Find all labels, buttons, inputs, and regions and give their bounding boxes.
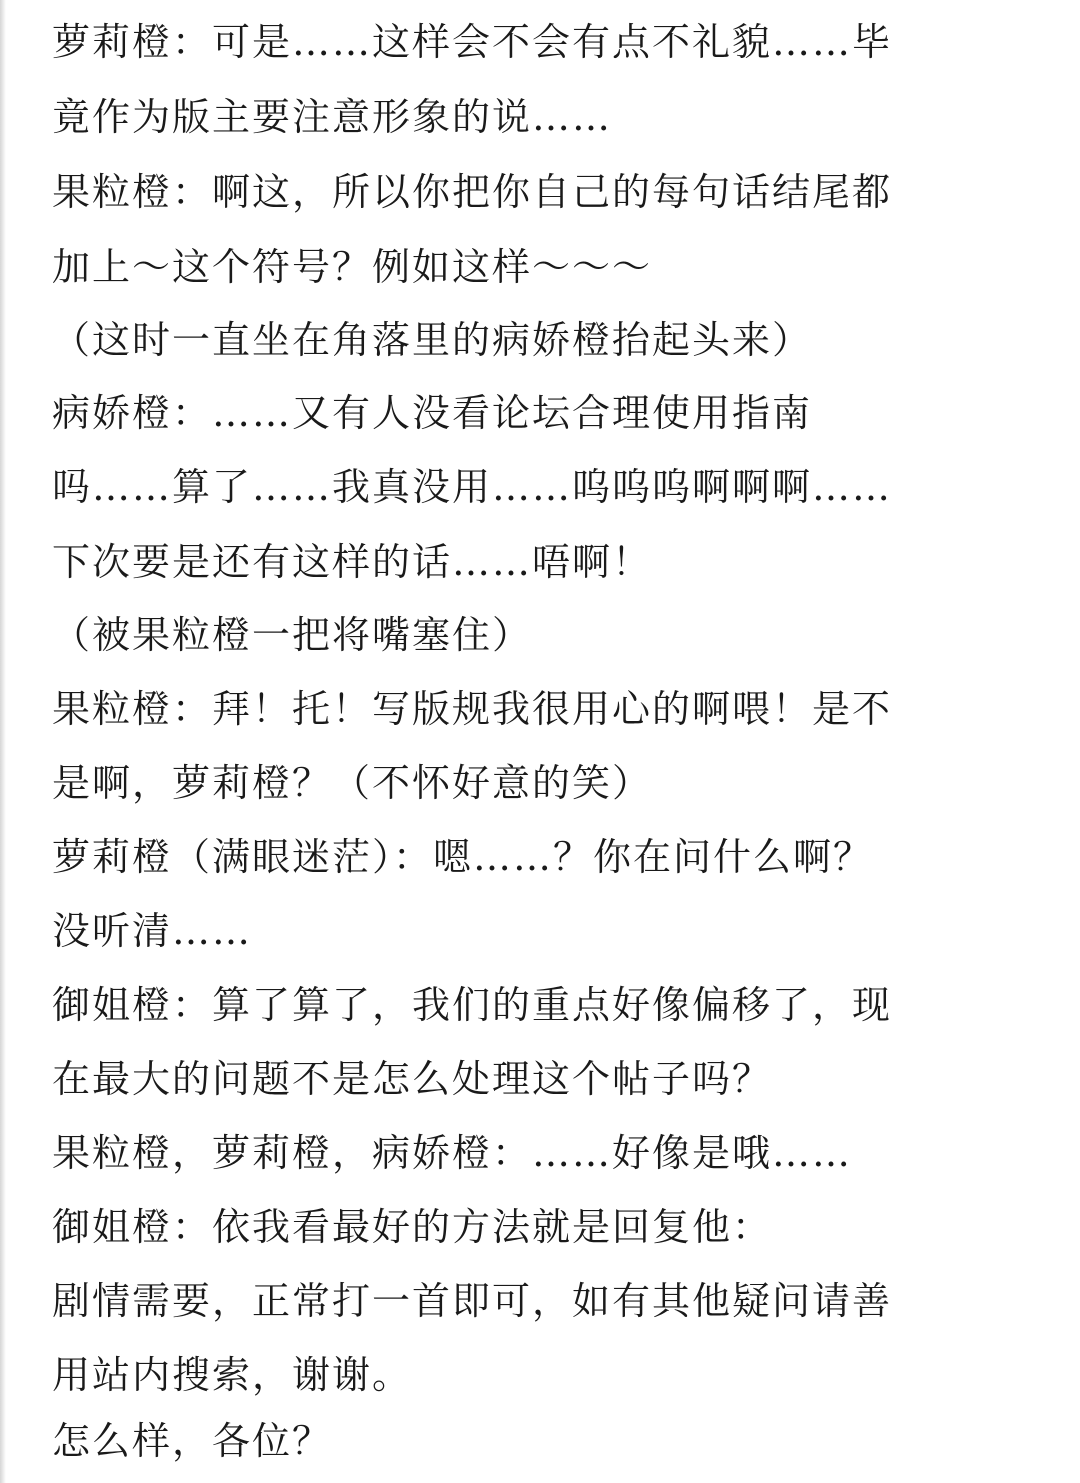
page-left-shadow bbox=[0, 0, 6, 1483]
text-line: 是啊，萝莉橙？（不怀好意的笑） bbox=[52, 761, 653, 805]
text-line: 用站内搜索，谢谢。 bbox=[52, 1353, 413, 1397]
text-line: 御姐橙：算了算了，我们的重点好像偏移了，现 bbox=[52, 983, 893, 1027]
text-line: 萝莉橙：可是……这样会不会有点不礼貌……毕 bbox=[52, 20, 893, 64]
text-line: 果粒橙：拜！托！写版规我很用心的啊喂！是不 bbox=[52, 687, 893, 731]
text-line: （这时一直坐在角落里的病娇橙抬起头来） bbox=[52, 318, 813, 362]
text-line: 竟作为版主要注意形象的说…… bbox=[52, 95, 613, 139]
text-line: 果粒橙，萝莉橙，病娇橙：……好像是哦…… bbox=[52, 1131, 853, 1175]
text-line: 吗……算了……我真没用……呜呜呜啊啊啊…… bbox=[52, 465, 893, 509]
text-line: 下次要是还有这样的话……唔啊！ bbox=[52, 540, 653, 584]
text-line: 御姐橙：依我看最好的方法就是回复他： bbox=[52, 1205, 773, 1249]
text-line: 没听清…… bbox=[52, 909, 253, 953]
text-line: 萝莉橙（满眼迷茫）：嗯……？你在问什么啊？ bbox=[52, 835, 874, 879]
text-line: 怎么样，各位？ bbox=[52, 1419, 333, 1463]
text-line: 果粒橙：啊这，所以你把你自己的每句话结尾都 bbox=[52, 170, 893, 214]
text-line: 剧情需要，正常打一首即可，如有其他疑问请善 bbox=[52, 1279, 893, 1323]
text-line: 病娇橙：……又有人没看论坛合理使用指南 bbox=[52, 391, 813, 435]
text-line: （被果粒橙一把将嘴塞住） bbox=[52, 613, 533, 657]
text-line: 在最大的问题不是怎么处理这个帖子吗？ bbox=[52, 1057, 773, 1101]
text-line: 加上～这个符号？例如这样～～～ bbox=[52, 245, 653, 289]
